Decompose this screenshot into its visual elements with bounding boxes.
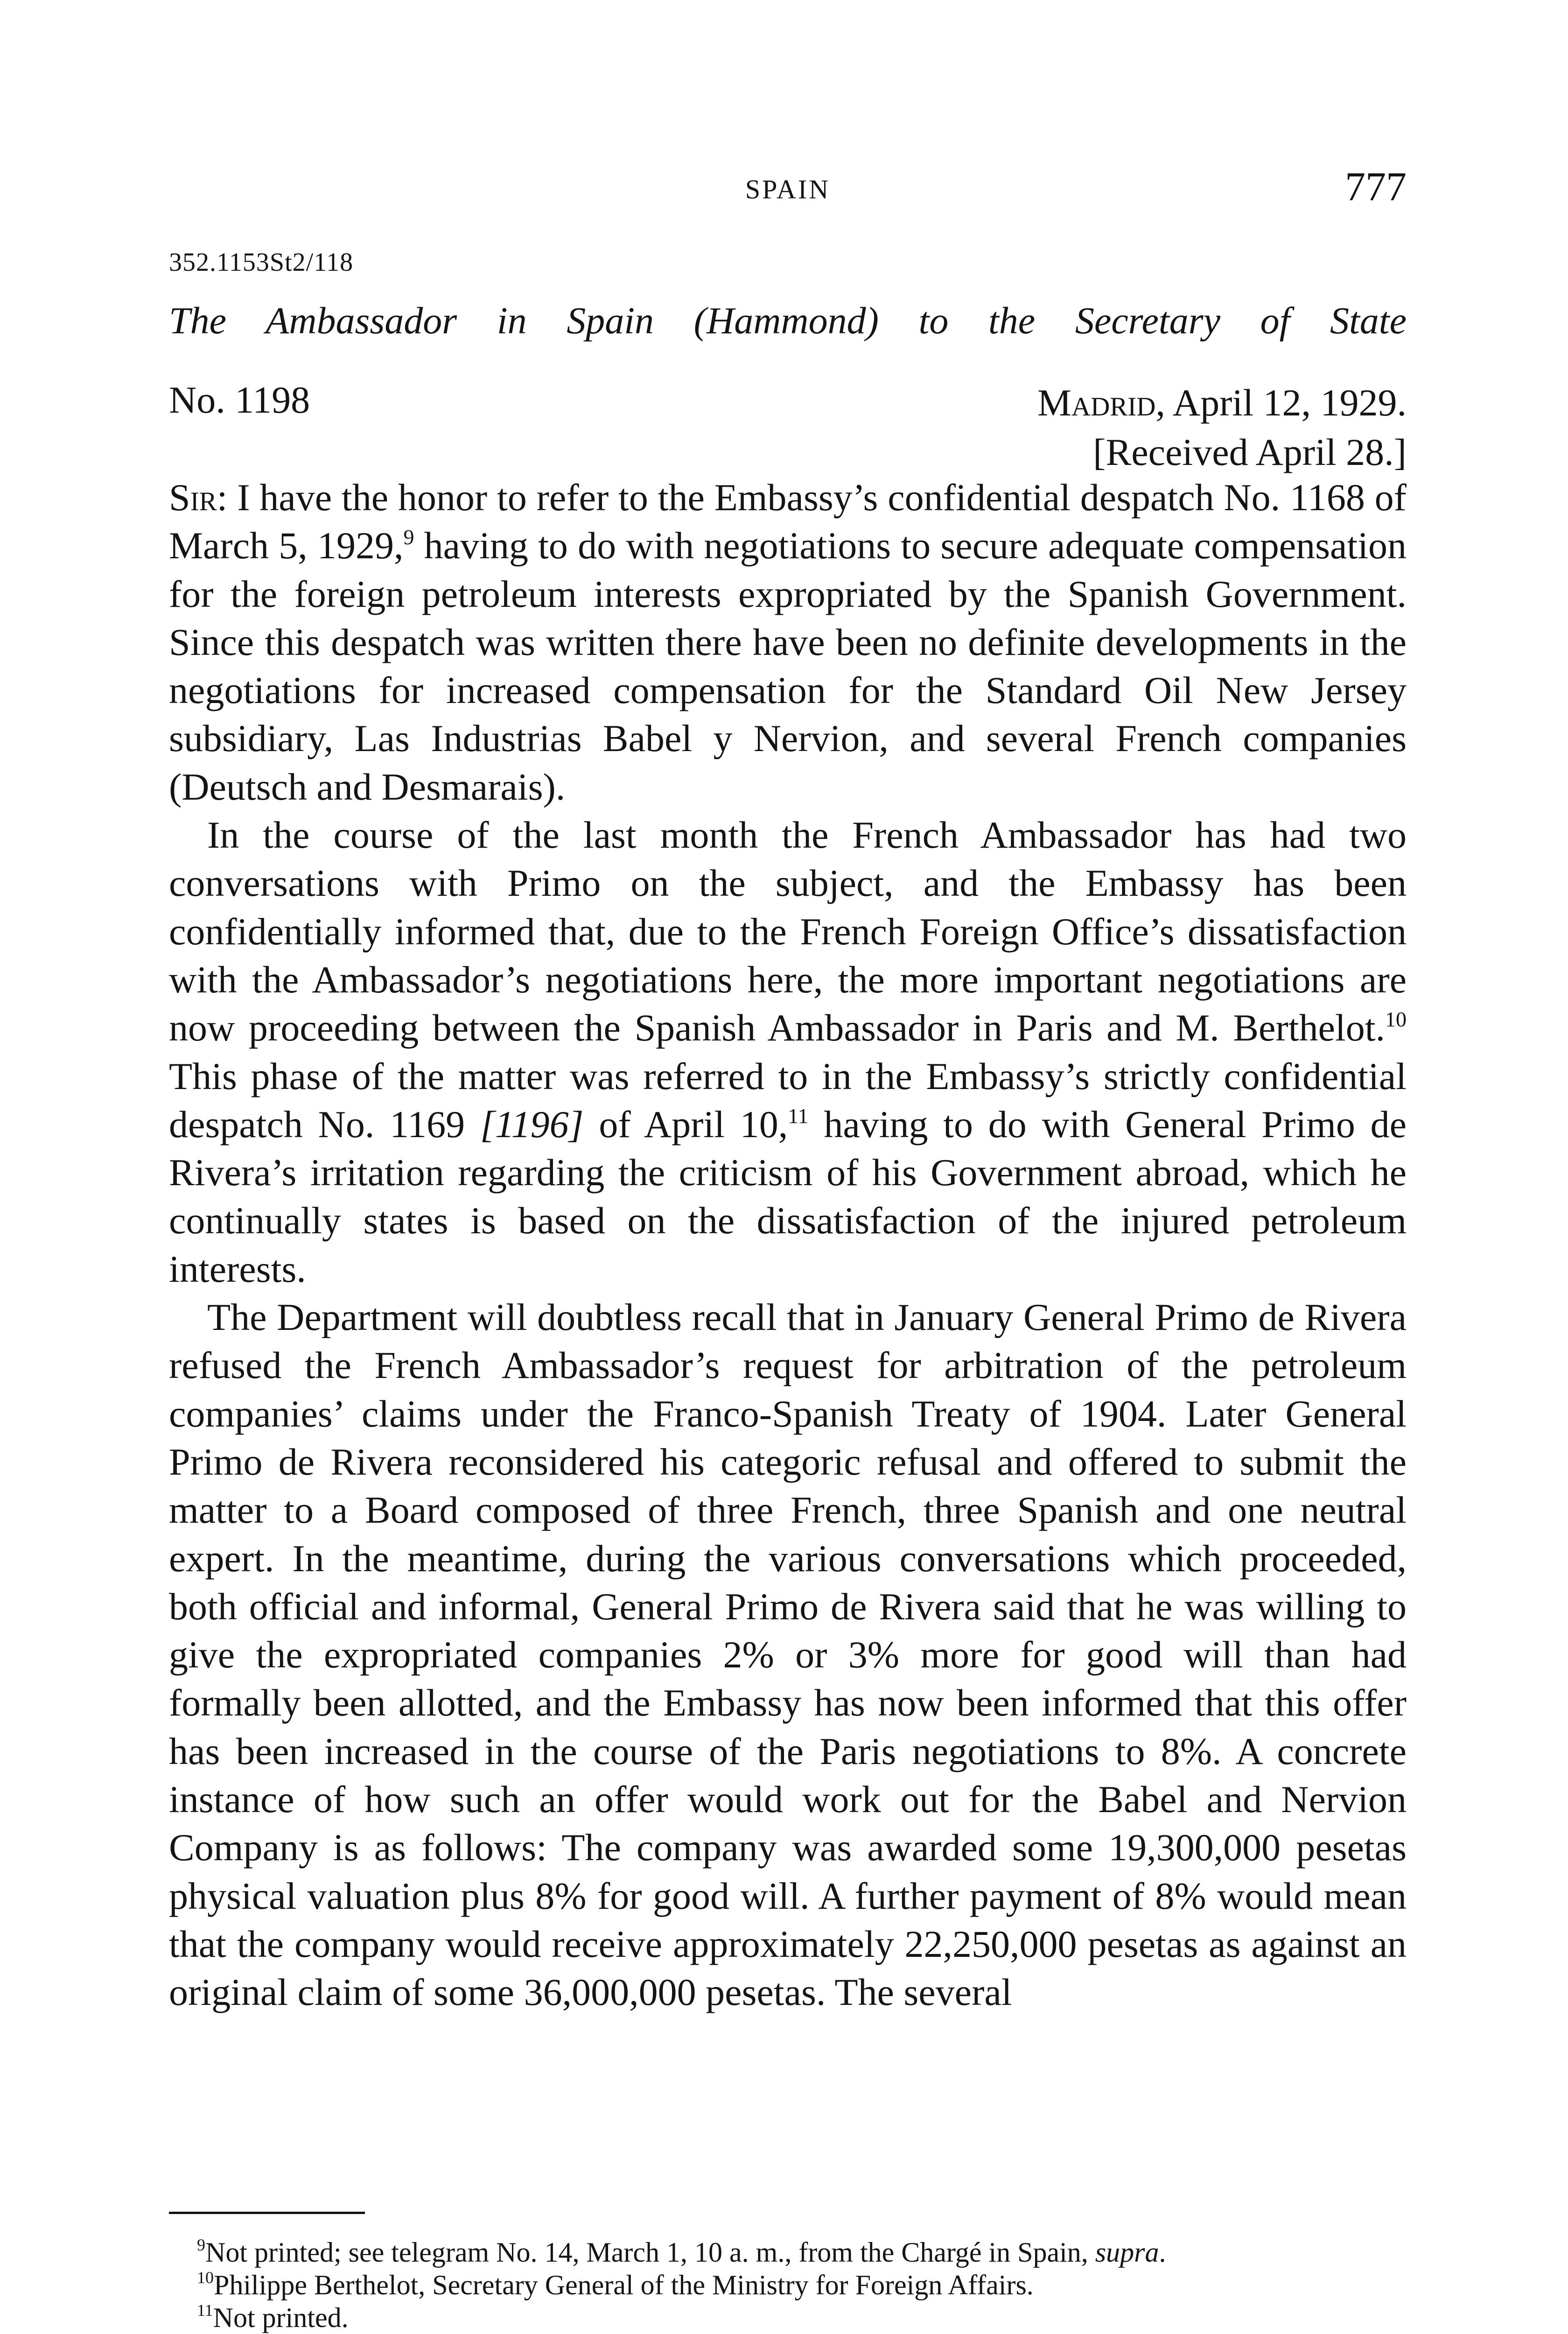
footnote-mark: 11 (197, 2301, 213, 2320)
footnote-rule (169, 2212, 365, 2214)
paragraph-3: The Department will doubtless recall that in January General Primo de Rivera refused the French Ambassador’s request for arbitration of the petroleum companies’ claims under the Franco-Spanish Treaty of 1904. Later General Primo de Rivera reconsidered his categoric refusal and offered to submit the matter to a Board composed of three French, three Spanish and one neutral expert. In the meantime, during the various conversations which proceeded, both official and informal, General Primo de Rivera said that he was willing to give the expropriated companies 2% or 3% more for good will than had formally been allotted, and the Embassy has now been informed that this offer has been increased in the course of the Paris negotiations to 8%. A concrete instance of how such an offer would work out for the Babel and Nervion Company is as follows: The company was awarded some 19,300,000 pesetas physical valuation plus 8% for good will. A further payment of 8% would mean that the company would receive approximately 22,250,000 pesetas as against an original claim of some 36,000,000 pesetas. The several (169, 1296, 1407, 2014)
running-header (169, 163, 1407, 215)
footnote-end: . (1159, 2237, 1166, 2268)
paragraph-2-text-c: of April 10, (583, 1103, 788, 1146)
salutation: Sir (169, 476, 217, 519)
footnote-ref-9: 9 (403, 525, 414, 549)
footnote-ref-11: 11 (788, 1104, 809, 1128)
dateline (1037, 378, 1407, 477)
paragraph-2-text-a: In the course of the last month the French Ambassador has had two conversations with Primo on the subject, and the Embassy has been confidentially informed that, due to the French Foreign Office’s dissatisfaction with the Ambassador’s negotiations here, the more important negotiations are now proceeding between the Spanish Ambassador in Paris and M. Berthelot. (169, 814, 1407, 1049)
footnote-text: Not printed; see telegram No. 14, March 1, 10 a. m., from the Chargé in Spain, (205, 2237, 1095, 2268)
place: Madrid (1037, 381, 1156, 424)
letter-body (169, 473, 1407, 2017)
file-number: 352.1153St2/118 (169, 248, 354, 277)
despatch-number: No. 1198 (169, 379, 310, 421)
footnote-text: Not printed. (213, 2302, 349, 2333)
footnote-mark: 9 (197, 2236, 205, 2254)
paragraph-2-text-d: having to do with General Primo de Rivera’s irritation regarding the criticism of his Government abroad, which he continually states is based on the dissatisfaction of the injured petroleum interests. (169, 1103, 1407, 1290)
date: , April 12, 1929. (1155, 381, 1407, 424)
footnote-ref-10: 10 (1385, 1007, 1407, 1032)
footnotes (169, 2236, 1407, 2334)
received-date: [Received April 28.] (1093, 431, 1407, 473)
footnote-10 (169, 2269, 1407, 2301)
page-number: 777 (1345, 164, 1407, 210)
paragraph-2 (169, 811, 1407, 1293)
footnote-mark: 10 (197, 2268, 214, 2287)
editorial-correction: [1196] (480, 1103, 584, 1146)
place-and-date (1037, 378, 1407, 428)
paragraph-1 (169, 473, 1407, 811)
footnote-italic: supra (1095, 2237, 1159, 2268)
document-page (169, 0, 1407, 2334)
footnote-9 (169, 2236, 1407, 2269)
paragraph-1-text-b: having to do with negotiations to secure adequate compensation for the foreign petroleum interests expropriated by the Spanish Government. Since this despatch was written there have been no definite developments in the negotiations for increased compensation for the Standard Oil New Jersey subsidiary, Las Industrias Babel y Nervion, and several French companies (Deutsch and Desmarais). (169, 524, 1407, 808)
paragraph-1-text-a: : I have the honor to refer to the Embassy’s confidential despatch No. 1168 of March 5, 1929, (169, 476, 1407, 567)
running-title: SPAIN (745, 174, 831, 204)
footnote-text: Philippe Berthelot, Secretary General of the Ministry for Foreign Affairs. (214, 2270, 1034, 2300)
document-title: The Ambassador in Spain (Hammond) to the Secretary of State (169, 299, 1407, 342)
footnote-11 (169, 2301, 1407, 2334)
paragraph-2-text-b: This phase of the matter was referred to in the Embassy’s strictly confidential despatch No. 1169 (169, 1055, 1407, 1146)
